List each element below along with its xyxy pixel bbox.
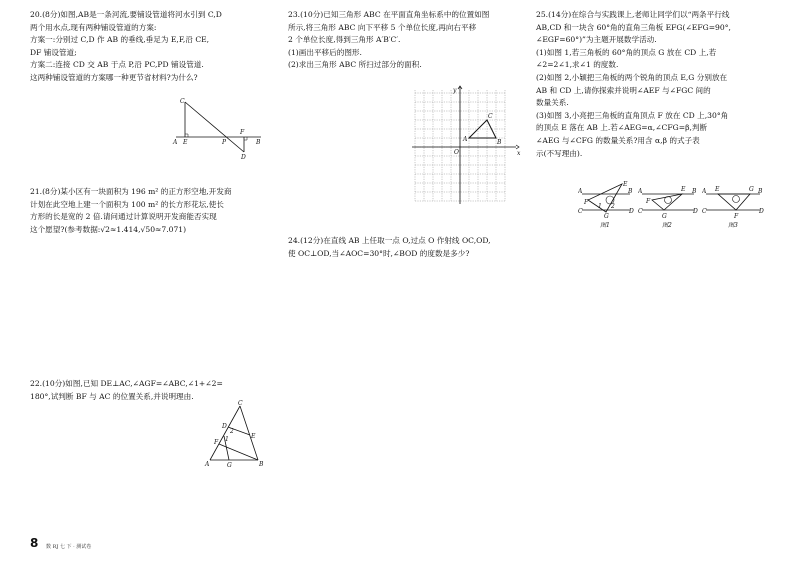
q20-line-6: 这两种铺设管道的方案哪一种更节省材料?为什么?: [30, 72, 198, 82]
q22-label-e: E: [251, 433, 256, 440]
q25-fig2-label-a: A: [638, 188, 643, 195]
q25-fig3-label-c: C: [702, 208, 707, 215]
q25-fig3-caption: 图3: [728, 222, 738, 229]
q23-label-c: C: [488, 113, 493, 120]
q20-line-1: 20.(8分)如图,AB是一条河流,要铺设管道将河水引到 C,D: [30, 10, 222, 19]
q25-line-12: 示(不写理由).: [536, 148, 583, 158]
q25-line-7: AB 和 CD 上,请你探索并说明∠AEF 与∠FGC 间的: [536, 85, 711, 95]
q25-fig1-label-d: D: [629, 208, 634, 215]
q23-line-2: 所示,将三角形 ABC 向下平移 5 个单位长度,再向右平移: [288, 22, 477, 32]
q25-fig1-label-1: 1: [598, 203, 602, 210]
q20-label-c: C: [180, 98, 185, 105]
q25-line-3: ∠EGF=60°)”为主题开展数学活动.: [536, 35, 657, 45]
q22-label-1: 1: [225, 436, 229, 443]
q25-figure-2: [638, 178, 698, 230]
q25-fig2-label-c: C: [638, 208, 643, 215]
question-25: [536, 9, 791, 160]
q22-label-b: B: [259, 461, 264, 468]
q25-fig1-caption: 图1: [600, 222, 610, 229]
q25-line-5: ∠2=2∠1,求∠1 的度数.: [536, 60, 619, 70]
q25-fig3-label-e: E: [715, 186, 720, 193]
q22-label-c: C: [238, 400, 243, 407]
q25-line-8: 数量关系.: [536, 98, 569, 108]
q23-label-o: O: [454, 149, 459, 156]
q20-line-4: DF 铺设管道;: [30, 47, 77, 57]
question-21: [30, 186, 280, 236]
q21-line-2: 计划在此空地上建一个面积为 100 m² 的长方形花坛,使长: [30, 199, 224, 209]
q25-fig1-label-g: G: [604, 213, 609, 220]
q23-line-4: (1)画出平移后的图形.: [288, 47, 362, 57]
q21-line-1: 21.(8分)某小区有一块面积为 196 m² 的正方形空地,开发商: [30, 187, 232, 196]
q22-label-f: F: [214, 439, 219, 446]
q25-fig1-label-2: 2: [611, 203, 615, 210]
q20-line-5: 方案二:连接 CD 交 AB 于点 P,沿 PC,PD 铺设管道.: [30, 60, 204, 70]
q20-label-p: P: [222, 139, 227, 146]
q25-fig1-label-e: E: [623, 181, 628, 188]
q25-line-1: 25.(14分)在综合与实践课上,老师让同学们以“两条平行线: [536, 10, 730, 19]
q20-label-e: E: [183, 139, 188, 146]
q25-fig1-label-b: B: [628, 188, 633, 195]
q23-label-b: B: [497, 139, 502, 146]
q25-fig2-label-d: D: [693, 208, 698, 215]
q22-line-2: 180°,试判断 BF 与 AC 的位置关系,并说明理由.: [30, 391, 194, 401]
question-20: [30, 9, 280, 85]
q20-line-2: 两个用水点,现有两种铺设管道的方案:: [30, 22, 157, 32]
question-24: [288, 235, 538, 260]
q23-label-x: x: [517, 150, 521, 157]
q20-label-b: B: [256, 139, 261, 146]
q25-line-10: 的顶点 E 落在 AB 上.若∠AEG=α,∠CFG=β,判断: [536, 123, 708, 133]
q23-line-1: 23.(10分)已知三角形 ABC 在平面直角坐标系中的位置如图: [288, 10, 490, 19]
q25-line-9: (3)如图 3,小亮把三角板的直角顶点 F 放在 CD 上,30°角: [536, 110, 729, 120]
q20-label-d: D: [241, 154, 246, 160]
q25-figure-1: [578, 178, 634, 230]
q25-fig1-label-c: C: [578, 208, 583, 215]
q25-fig2-label-f: F: [646, 198, 651, 205]
q25-fig3-label-b: B: [758, 188, 763, 195]
q25-fig1-label-a: A: [578, 188, 583, 195]
q22-figure: [202, 400, 270, 470]
q23-line-5: (2)求出三角形 ABC 所扫过部分的面积.: [288, 60, 422, 70]
q25-line-4: (1)如图 1,若三角板的 60°角的顶点 G 放在 CD 上,若: [536, 47, 717, 57]
q25-line-6: (2)如图 2,小颖把三角板的两个锐角的顶点 E,G 分别放在: [536, 72, 728, 82]
q25-fig2-label-g: G: [662, 213, 667, 220]
q25-fig3-label-f: F: [734, 213, 739, 220]
q23-label-y: y: [453, 87, 457, 94]
q22-label-d: D: [222, 423, 227, 430]
q22-label-2: 2: [230, 428, 234, 435]
q25-fig2-label-e: E: [681, 186, 686, 193]
q23-grid-figure: [404, 84, 524, 206]
q22-label-a: A: [205, 461, 210, 468]
q24-line-1: 24.(12分)在直线 AB 上任取一点 O,过点 O 作射线 OC,OD,: [288, 236, 491, 245]
q23-line-3: 2 个单位长度,得到三角形 A′B′C′.: [288, 35, 401, 45]
q25-fig3-label-d: D: [759, 208, 764, 215]
q20-label-a: A: [173, 139, 178, 146]
page-number: 8: [30, 536, 39, 550]
q25-fig1-label-f: F: [584, 199, 589, 206]
q25-fig3-label-a: A: [702, 188, 707, 195]
q22-line-1: 22.(10分)如图,已知 DE⊥AC,∠AGF=∠ABC,∠1+∠2=: [30, 379, 223, 388]
q20-figure: [166, 96, 266, 160]
q23-label-a: A: [463, 136, 468, 143]
q25-fig2-caption: 图2: [662, 222, 672, 229]
q20-line-3: 方案一:分别过 C,D 作 AB 的垂线,垂足为 E,F,沿 CE,: [30, 35, 210, 45]
q25-figure-3: [702, 178, 764, 230]
q20-label-f: F: [240, 129, 245, 136]
q25-line-11: ∠AEG 与∠CFG 的数量关系?用含 α,β 的式子表: [536, 135, 700, 145]
q22-label-g: G: [227, 462, 232, 469]
q25-line-2: AB,CD 和一块含 60°角的直角三角板 EFG(∠EFG=90°,: [536, 22, 731, 32]
q21-line-4: 这个愿望?(参考数据:√2≈1.414,√50≈7.071): [30, 224, 187, 234]
footer-tag: 数 RJ 七 下 · 测试卷: [46, 544, 92, 550]
q21-line-3: 方形的长是宽的 2 倍.请问通过计算说明开发商能否实现: [30, 212, 217, 222]
question-23: [288, 9, 538, 72]
q25-fig2-label-b: B: [692, 188, 697, 195]
q25-fig3-label-g: G: [749, 186, 754, 193]
q24-line-2: 使 OC⊥OD,当∠AOC=30°时,∠BOD 的度数是多少?: [288, 248, 470, 258]
